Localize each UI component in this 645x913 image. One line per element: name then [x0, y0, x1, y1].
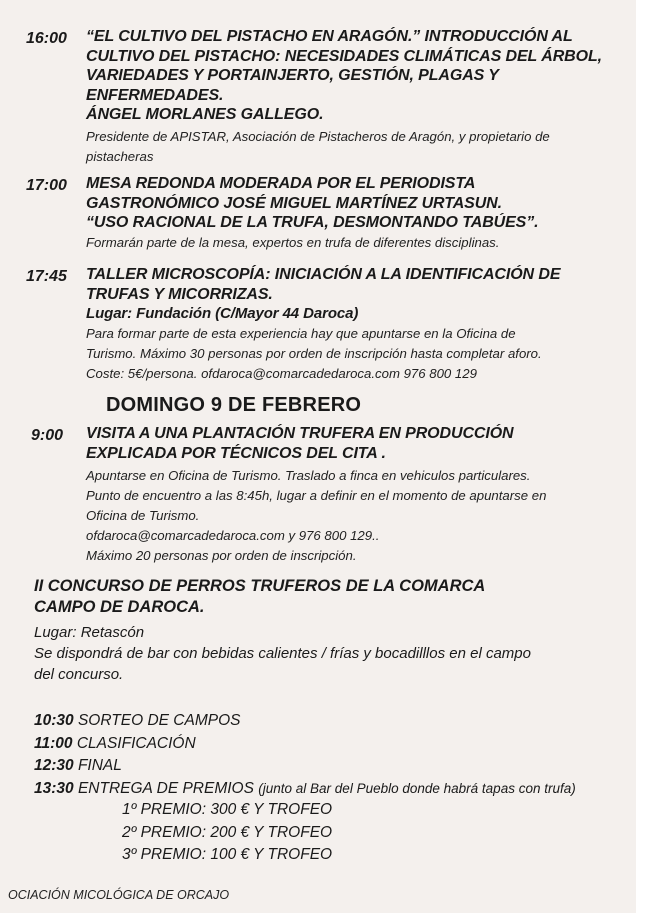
- event-time: 17:45: [26, 268, 67, 285]
- schedule-time: 11:00: [34, 734, 73, 752]
- event-title-line: “EL CULTIVO DEL PISTACHO EN ARAGÓN.” INTRODUCCIÓN AL: [86, 28, 573, 45]
- event-title: [86, 265, 560, 324]
- event-title-line: VISITA A UNA PLANTACIÓN TRUFERA EN PRODUCCIÓN: [86, 425, 514, 442]
- event-title-line: TRUFAS Y MICORRIZAS.: [86, 285, 273, 303]
- event-title-line: CULTIVO DEL PISTACHO: NECESIDADES CLIMÁTICAS DEL ÁRBOL,: [86, 47, 603, 65]
- event-desc-line: pistacheras: [86, 149, 154, 164]
- schedule-item: [34, 778, 576, 801]
- contest-schedule: [34, 710, 576, 800]
- schedule-label: FINAL: [77, 757, 122, 774]
- footer-organization: OCIACIÓN MICOLÓGICA DE ORCAJO: [8, 888, 230, 902]
- event-desc-line: Oficina de Turismo.: [86, 508, 200, 523]
- event-desc-line: Para formar parte de esta experiencia hay que apuntarse en la Oficina de: [86, 326, 516, 341]
- event-description: [86, 324, 542, 384]
- prize-list: [122, 799, 332, 867]
- prize-item: 2º PREMIO: 200 € Y TROFEO: [122, 823, 333, 841]
- event-title-line: “USO RACIONAL DE LA TRUFA, DESMONTANDO TABÚES”.: [86, 214, 539, 231]
- contest-title-line: CAMPO DE DAROCA.: [34, 598, 205, 616]
- event-time: 17:00: [26, 177, 67, 194]
- contest-info: [34, 622, 531, 685]
- event-desc-line: Turismo. Máximo 30 personas por orden de inscripción hasta completar aforo.: [86, 346, 542, 361]
- event-contact-line: Coste: 5€/persona. ofdaroca@comarcadedaroca.com 976 800 129: [86, 366, 477, 381]
- schedule-label: SORTEO DE CAMPOS: [77, 712, 241, 729]
- event-description: [86, 127, 550, 167]
- schedule-label: CLASIFICACIÓN: [76, 734, 196, 752]
- event-desc-line: Formarán parte de la mesa, expertos en trufa de diferentes disciplinas.: [86, 235, 500, 250]
- event-title: [86, 27, 602, 125]
- contest-location: Lugar: Retascón: [34, 624, 145, 641]
- event-title-line: ENFERMEDADES.: [86, 86, 224, 104]
- event-title-line: EXPLICADA POR TÉCNICOS DEL CITA .: [86, 444, 386, 462]
- event-title: [86, 424, 514, 463]
- schedule-time: 13:30: [34, 779, 74, 797]
- prize-item: 3º PREMIO: 100 € Y TROFEO: [122, 846, 333, 863]
- schedule-label: ENTREGA DE PREMIOS: [77, 779, 254, 797]
- event-title: [86, 174, 539, 233]
- event-desc-line: Punto de encuentro a las 8:45h, lugar a definir en el momento de apuntarse en: [86, 488, 547, 503]
- event-title-line: MESA REDONDA MODERADA POR EL PERIODISTA: [86, 175, 476, 192]
- event-description: [86, 466, 546, 566]
- prize-item: 1º PREMIO: 300 € Y TROFEO: [122, 801, 333, 818]
- event-location: Lugar: Fundación (C/Mayor 44 Daroca): [86, 305, 359, 322]
- schedule-item: [34, 710, 576, 733]
- event-title-line: TALLER MICROSCOPÍA: INICIACIÓN A LA IDENTIFICACIÓN DE: [86, 266, 561, 283]
- event-time: 16:00: [26, 30, 67, 47]
- event-title-line: VARIEDADES Y PORTAINJERTO, GESTIÓN, PLAGAS Y: [86, 67, 499, 84]
- schedule-note: (junto al Bar del Pueblo donde habrá tapas con trufa): [258, 780, 576, 796]
- schedule-time: 12:30: [34, 757, 74, 774]
- schedule-item: [34, 733, 576, 756]
- contest-title-line: II CONCURSO DE PERROS TRUFEROS DE LA COMARCA: [34, 577, 486, 595]
- event-title-line: GASTRONÓMICO JOSÉ MIGUEL MARTÍNEZ URTASUN.: [86, 194, 502, 212]
- event-contact-line: ofdaroca@comarcadedaroca.com y 976 800 129..: [86, 528, 380, 543]
- event-desc-line: Apuntarse en Oficina de Turismo. Traslado a finca en vehiculos particulares.: [86, 468, 531, 483]
- speaker-name: ÁNGEL MORLANES GALLEGO.: [86, 106, 324, 123]
- schedule-item: [34, 755, 576, 778]
- contest-info-line: del concurso.: [34, 666, 124, 683]
- contest-title: [34, 576, 485, 618]
- event-desc-line: Presidente de APISTAR, Asociación de Pistacheros de Aragón, y propietario de: [86, 129, 550, 144]
- event-time: 9:00: [31, 427, 64, 444]
- schedule-time: 10:30: [34, 712, 74, 729]
- day-heading: DOMINGO 9 DE FEBRERO: [106, 394, 362, 416]
- contest-info-line: Se dispondrá de bar con bebidas calientes / frías y bocadilllos en el campo: [34, 645, 531, 662]
- event-desc-line: Máximo 20 personas por orden de inscripción.: [86, 548, 357, 563]
- event-description: [86, 233, 499, 253]
